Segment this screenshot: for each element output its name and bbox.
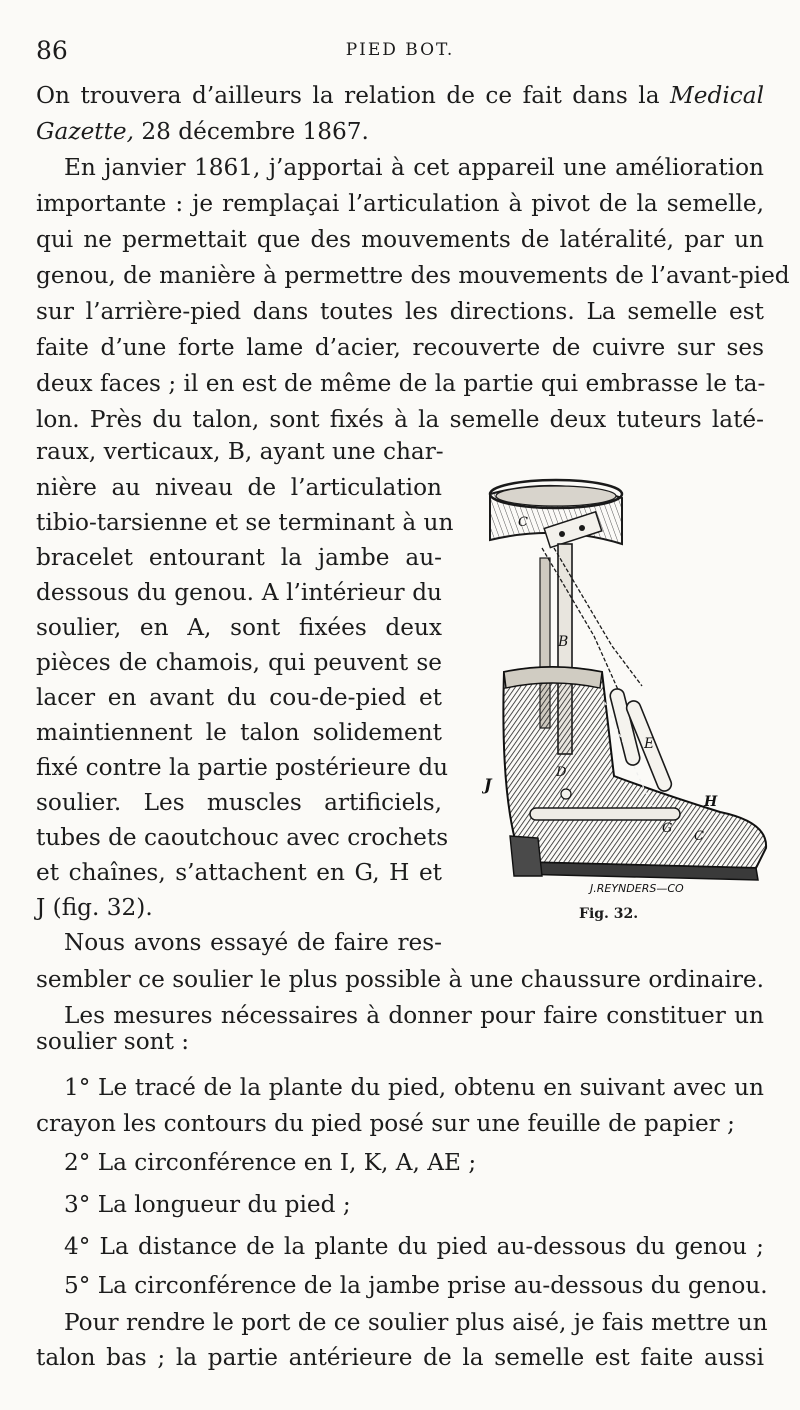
figure-caption: Fig. 32.: [579, 906, 639, 922]
label-e: E: [644, 736, 655, 752]
text-line: dessous du genou. A l’intérieur du: [36, 579, 442, 606]
label-h: H: [704, 794, 718, 810]
text-line: fixé contre la partie postérieure du: [36, 754, 449, 781]
text-line: tibio-tarsienne et se terminant à un: [36, 509, 454, 536]
text-line: pièces de chamois, qui peuvent se: [36, 649, 442, 676]
text-line: bracelet entourant la jambe au-: [36, 544, 442, 571]
text-line: maintiennent le talon solidement: [36, 719, 442, 746]
figure-32-illustration: [482, 476, 772, 916]
text-line: importante : je remplaçai l’articulation à pivot de la semelle,: [36, 190, 764, 217]
text-line: Nous avons essayé de faire res-: [64, 929, 442, 956]
label-d: D: [556, 765, 567, 780]
label-b: B: [558, 634, 569, 650]
label-c-top: C: [518, 515, 528, 530]
page-number: 86: [36, 36, 68, 65]
text-line: tubes de caoutchouc avec crochets: [36, 824, 449, 851]
text-line: faite d’une forte lame d’acier, recouverte de cuivre sur ses: [36, 334, 764, 361]
engraver-signature: J.REYNDERS—CO: [590, 882, 684, 895]
text-line: 1° Le tracé de la plante du pied, obtenu en suivant avec un: [64, 1074, 764, 1101]
text-line: En janvier 1861, j’apportai à cet appareil une amélioration: [64, 154, 764, 181]
text-line: Les mesures nécessaires à donner pour faire constituer un: [64, 1002, 764, 1029]
label-c: C: [694, 829, 704, 844]
text-line: soulier, en A, sont fixées deux: [36, 614, 442, 641]
journal-title: Gazette,: [36, 118, 135, 145]
text-line: et chaînes, s’attachent en G, H et: [36, 859, 442, 886]
text-line: sembler ce soulier le plus possible à une chaussure ordinaire.: [36, 966, 764, 993]
text-line: soulier sont :: [36, 1028, 190, 1055]
orthopedic-boot-engraving: [482, 476, 772, 916]
text-line: talon bas ; la partie antérieure de la semelle est faite aussi: [36, 1344, 764, 1371]
text-line: Gazette, 28 décembre 1867.: [36, 118, 369, 145]
text-line: genou, de manière à permettre des mouvements de l’avant-pied: [36, 262, 790, 289]
list-item: 4° La distance de la plante du pied au-dessous du genou ;: [64, 1233, 764, 1260]
text-line: nière au niveau de l’articulation: [36, 474, 442, 501]
list-item: 5° La circonférence de la jambe prise au-dessous du genou.: [64, 1272, 768, 1299]
page-header: [36, 36, 764, 70]
list-item: 3° La longueur du pied ;: [64, 1191, 351, 1218]
text-line: qui ne permettait que des mouvements de latéralité, par un: [36, 226, 764, 253]
text-line: On trouvera d’ailleurs la relation de ce fait dans la Medical: [36, 82, 764, 109]
text-line: Pour rendre le port de ce soulier plus aisé, je fais mettre un: [64, 1309, 768, 1336]
text-line: lacer en avant du cou-de-pied et: [36, 684, 442, 711]
boot: [503, 667, 766, 880]
text-line: crayon les contours du pied posé sur une feuille de papier ;: [36, 1110, 735, 1137]
text-line: J (fig. 32).: [36, 894, 153, 921]
label-j: J: [484, 775, 492, 794]
label-g: G: [662, 821, 673, 836]
text-line: deux faces ; il en est de même de la partie qui embrasse le ta-: [36, 370, 766, 397]
text-line: sur l’arrière-pied dans toutes les directions. La semelle est: [36, 298, 764, 325]
text-line: raux, verticaux, B, ayant une char-: [36, 438, 444, 465]
journal-title: Medical: [670, 82, 764, 109]
text-line: lon. Près du talon, sont fixés à la semelle deux tuteurs laté-: [36, 406, 764, 433]
running-title: PIED BOT.: [345, 40, 455, 60]
list-item: 2° La circonférence en I, K, A, AE ;: [64, 1149, 477, 1176]
knee-bracelet: [490, 480, 622, 548]
text-line: soulier. Les muscles artificiels,: [36, 789, 442, 816]
